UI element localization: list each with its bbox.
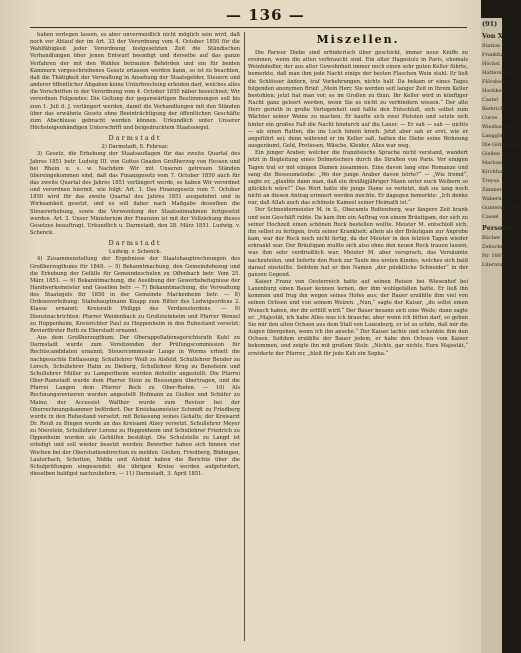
section-2-place: Darmstadt [108,239,162,248]
miszellen-paragraph-3: Der Schneidermeister M. in S., Oberamts Rottenburg, war längere Zeit krank und sein Geschäft ruhte. Da kam ihm ein Auftrag von einem Bräutigam, der sich zu seiner Hochzeit einen schönen Rock bestellen wollte. Meister M. entschloß sich, ihn selbst zu fertigen, trotz seiner Krankheit; allein als der Bräutigam zur Anprobe kam, war der Rock noch nicht fertig, da der Meister in den letzten Tagen wieder erkrankt war. Der Bräutigam mußte sich also ohne den neuen Rock trauen lassen, was ihm sehr verdrießlich war; Meister M. aber versprach, das Versäumte nachzuholen, und lieferte den Rock zur Taufe des ersten Kindes, welches sich bald darauf einstellte. Seitdem hat er den Namen „der pünktliche Schneider“ in der ganzen Gegend. [248,207,468,278]
strip-line: Literatur [482,262,505,268]
header-rule [30,27,467,28]
strip-line: Guntershausen [482,205,521,211]
strip-line: Frankfurt [482,52,507,58]
strip-line: Cassel [482,214,499,220]
section-2-date: Ludwig. v. Schenck. [108,249,162,256]
strip-line: Zeitschr. [482,244,505,250]
strip-line: Nr. 1887 [482,253,505,259]
section-1-place: Darmstadt [108,134,162,143]
strip-line: Bücher [482,235,501,241]
section-2-paragraph-1: 4) Zusammenstellung der Ergebnisse der Staatshauptrechnungen des Großherzogthums für 1848. — 5) Bekanntmachung, den Gemeindebezug und die Erhebung der Gefälle für Gemeindeschulen zu Offenbach betr. Vom 25. März 1851. — 6) Bekanntmachung, die Ausübung der Gewerbsbefugnisse der Handwerksmeister und Gesellen betr. — 7) Bekanntmachung, die Verwaltung des Staatsguts für 1850 in der Gemeinde Mackenheim betr. — 8) Ordensverleihung: Stabshauptmann Knapp zum Ritter des Ludwigsordens 2. Klasse ernannt; Kreisrath Philippi des Verdienstordens. — 9) Dienstnachrichten: Pfarrer Weidenbach zu Großsteinheim und Pfarrer Wenzel zu Heppenheim, Kreisrichter Paul zu Heppenheim in den Ruhestand versetzt; Revierförster Roth zu Eberstadt ernannt. [30,256,240,334]
page-number: — 136 — [226,6,305,24]
miszellen-paragraph-4: Kaiser Franz von Oesterreich hatte auf seinen Reisen bei Wiesenhof bei Laxenburg einen Bauer kennen lernen, der ihm wohlgefallen hatte. Er ließ ihn kommen und frug ihn wegen seines Hofes aus; der Bauer erzählte ihm viel von seinen Ochsen und von seinem Weizen. „Nun,“ sagte der Kaiser, „du sollst einen Wunsch haben, der dir erfüllt wird.“ Der Bauer besann sich eine Weile; dann sagte er: „Majestät, ich habe Alles was ich brauche; aber wenn ich bitten darf, so geben Sie mir den alten Ochsen aus dem Stall von Laxenburg, er ist so schön, daß mir die Augen übergehen, wenn ich ihn ansehe.“ Der Kaiser lachte und schenkte ihm den Ochsen. Seitdem erzählte der Bauer jedem, er habe den Ochsen vom Kaiser bekommen, und zeigte ihn mit großem Stolz. „Nichts, gar nichts, Eure Majestät,“ erwiderte der Pfarrer, „bloß für jede Kuh ein Sopha.“ [248,279,468,357]
strip-line: (91) [482,20,498,28]
intro-paragraph: haben verlegen lassen, es aber unvermeidlich nicht möglich sein wird, daß noch vor Ablauf der im Art. 33 der Verordnung vom 4. October 1850 für die Wahlfähigkeit jeder Verordnung festgesetzten Zeit die Ständischen Verhandlungen über jenen Entwurf beendigt und derselbe auf das ganze Verfahren der mit den Wahlen betrauten Behörden und ein für beiden Kammern vorgeschriebenes Gesetz erlassen werden kann, so ist zu beachten, daß die Thätigkeit der Verwaltung in Ansehung der Staatsgelder, Steuern und anderer öffentlicher Abgaben keine Unterbrechung erleiden darf, welches alles die Vorschriften in der Verordnung vom 4. October 1850 näher bezeichnet; Wir verordnen Folgendes: Die Geltung der gegenwärtigen Bestimmungen soll bis zum 1. Juli d. J. verlängert werden, damit die Verhandlungen mit den Ständen über das erwähnte Gesetz ohne Beeinträchtigung der öffentlichen Geschäfte zum Abschlusse gebracht werden können. Urkundlich unter Unserer Höchsteigenhändigen Unterschrift und beigedrucktem Staatssiegel. [30,32,240,132]
right-column [248,32,468,647]
section-title-miszellen: Miszellen. [316,33,400,46]
section-2-paragraph-2: Aus dem Großherzogthum: Der Oberappellationsgerichtsrath Kuhl zu Darmstadt wurde zum Vorsitzenden der Prüfungscommission für Rechtscandidaten ernannt; Steuercommissär Lange in Worms erhielt die nachgesuchte Entlassung; Schullehrer Weiß zu Alsfeld, Schullehrer Bender zu Lorsch, Schullehrer Hahn zu Dieburg, Schullehrer Krug zu Bensheim und Schullehrer Müller zu Lampertheim wurden definitiv angestellt. Die Pfarrei Ober-Ramstadt wurde dem Pfarrer Stein zu Bessungen übertragen, und die Pfarrei Langen dem Pfarrer Beck zu Ober-Roden. — 10) Als Rechnungsrevisoren wurden angestellt Hofmann zu Gießen und Schäfer zu Mainz; der Accessist Walther wurde zum Revisor bei der Oberrechnungskammer befördert. Der Kreisbaumeister Schmidt zu Friedberg wurde in den Ruhestand versetzt, mit Belassung seines Gehalts; der Kreisarzt Dr. Reuß zu Bingen wurde an das Kreisamt Alzey versetzt. Schullehrer Meyer zu Nierstein, Schullehrer Lorenz zu Heppenheim und Schullehrer Friedrich zu Oppenheim wurden als Gehülfen bestätigt. Die Schulstelle zu Langd ist erledigt und soll wieder besetzt werden; Bewerber haben sich binnen vier Wochen bei der Oberstudiendirection zu melden. Gießen, Friedberg, Büdingen, Lauterbach, Schotten, Nidda und Alsfeld haben die Berichte über die Schulprüfungen eingesendet; die übrigen Kreise werden aufgefordert, dieselben baldigst nachzuliefern. — 11) Darmstadt, 3. April 1851. [30,335,240,478]
strip-line: Von X [482,32,503,40]
strip-line: Die Güterzüge [482,142,519,148]
left-column [30,32,240,647]
strip-line: Treysa [482,178,500,184]
section-1-paragraph: 3) Gesetz, die Erhebung der Staatsauflagen für das zweite Quartal des Jahres 1851 betr. Ludwig III. von Gottes Gnaden Großherzog von Hessen und bei Rhein u. s. w. Nachdem Wir mit Unseren getreuen Ständen übereingekommen sind, daß das Finanzgesetz vom 7. October 1850 auch für das zweite Quartal des Jahres 1851 verlängert werde, so haben Wir verordnet und verordnen hiermit, wie folgt: Art. 1. Das Finanzgesetz vom 7. October 1850 wird für das zweite Quartal des Jahres 1851 ausgedehnt und in Wirksamkeit gesetzt, und es soll daher nach Maßgabe desselben die Steuererhebung, sowie die Verwendung der Staatseinnahmen fortgesetzt werden. Art. 2. Unser Ministerium der Finanzen ist mit der Vollziehung dieses Gesetzes beauftragt. Urkundlich u. Darmstadt, den 28. März 1851. Ludwig. v. Schenck. [30,151,240,237]
strip-line: Hochheim [482,88,508,94]
strip-line: Wabern [482,196,502,202]
miszellen-paragraph-1: Die Pariser Diebe sind erfinderisch über geschickt, immer neue Kniffe zu ersinnen, wenn die alten verbraucht sind. Ein alter Hagestolz in Paris, ehemals Weinhändler, der aus alter Gewohnheit immer noch einen sehr guten Keller führte, bemerkte, daß man ihm jede Nacht einige der besten Flaschen Wein stahl. Er ließ die Schlösser ändern, traf Vorkehrungen, nichts half. Da bekam er eines Tages folgenden anonymen Brief: „Mein Herr, Sie werden seit langer Zeit in Ihrem Keller bestohlen; jetzt hat man vor, es im Großen zu thun. Ihr Keller wird in künftiger Nacht ganz geleert werden, wenn Sie es nicht zu verhindern wissen.“ Der alte Herr gerieth in große Verlegenheit und faßte den Entschluß, sich selbst zum Wächter seiner Weine zu machen. Er kaufte sich zwei Pistolen und setzte sich hinter ein großes Faß die Nacht hindurch auf die Lauer. — Er sah — sah — nichts — als einen Ratten, die ins Loch hinein kroch. Jetzt aber sah er erst, wie er angeführt sei; denn während er im Keller saß, hatten die Diebe seine Wohnung ausgeräumt, Geld, Pretiosen, Wäsche, Kleider, Alles war weg. [248,50,468,150]
adjacent-page-edge [481,0,521,653]
strip-line: Biebrich [482,106,504,112]
adjacent-page-text [481,18,521,653]
strip-line: Persona [482,224,512,232]
strip-line: Langgöns [482,133,507,139]
strip-line: Curve [482,115,498,121]
strip-line: Station [482,43,501,49]
strip-line: Hattersheim [482,70,514,76]
column-divider [244,32,245,641]
strip-line: Kirchhain [482,169,507,175]
page-header [0,6,481,28]
strip-line: Zimmersrode [482,187,517,193]
strip-line: Gießen [482,151,501,157]
strip-line: Höchst [482,61,500,67]
strip-line: Flörsheim [482,79,508,85]
section-1-date: 2) Darmstadt, 8. Februar. [101,144,169,151]
miszellen-paragraph-2: Ein junger Araber, welcher die französische Sprache nicht verstand, wandert jetzt in Begleitung eines Dolmetschers durch die Straßen von Paris. Vor einigen Tagen trat er mit einigen Damen zusammen. Eine davon lang eine Romanze und sang die Bessoumelodie: „Wo der junge Araber davon hörte?“ — „Wie fremd“, sagte er, „glaubte dann man, daß ein dreißigjähriger Mann unter euch Weibern so glücklich wäre?“ Das Wort hatte die junge Dame so verletzt, daß sie lang noch nicht an diesen Antrag erinnert werden mochte. Er dagegen bemerkte: „Ich denke nur, daß Allah auch das schönste Kameel seiner Heimath ist.“ [248,150,468,207]
strip-line: Marburg [482,160,505,166]
strip-line: Wiesbaden [482,124,510,130]
strip-line: Castel [482,97,498,103]
